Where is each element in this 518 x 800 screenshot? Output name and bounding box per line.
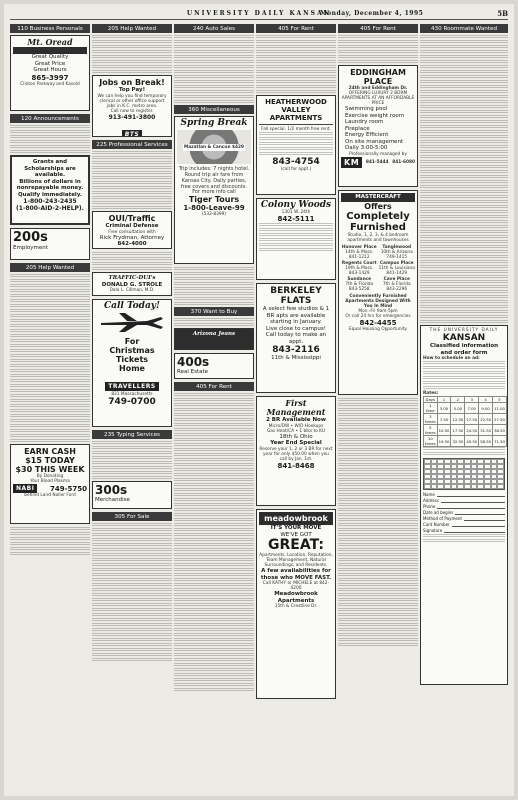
rates-row (424, 403, 507, 414)
location-name: Hanover Place (341, 244, 377, 250)
meadowbrook-ad (256, 509, 336, 699)
employment-banner (10, 228, 90, 260)
colony-woods-ad (256, 198, 336, 280)
rates-table (423, 396, 507, 447)
location-address: 14th & Mass. (345, 249, 374, 255)
section-header: 235 Typing Services (92, 430, 172, 439)
issue-date: Monday, December 4, 1995 (320, 10, 424, 17)
ad-title: EDDINGHAM PLACE (350, 68, 406, 86)
banner-label: Employment (13, 245, 48, 251)
section-header: 205 Help Wanted (92, 24, 172, 33)
location-address: 10th & Arizona (380, 249, 413, 255)
ad-phone: (1-800-AID-2-HELP). (16, 205, 84, 212)
location-item (379, 261, 416, 276)
ad-line: Year End Special (270, 440, 322, 446)
ad-title: First Management (266, 398, 326, 417)
start-date-field[interactable] (455, 510, 505, 515)
rates-cell: 45.50 (465, 436, 479, 447)
rates-cell: 5 times (425, 425, 436, 435)
ad-phone: 842-4000 (117, 241, 147, 247)
ad-phone: 841-5444 (365, 159, 389, 165)
rates-cell: 24.50 (465, 425, 479, 436)
traffic-dui-ad (92, 272, 172, 296)
rates-header: Days (424, 397, 438, 403)
amenity-item: Daily 3:00-5:00 (345, 145, 388, 151)
ad-location: behind Laird Noller Ford (24, 493, 76, 498)
amenity-item: Energy Efficient (345, 132, 389, 138)
rates-cell: 31.50 (479, 425, 493, 436)
ad-line: Jobs on Break! (99, 78, 165, 87)
ad-phone-alt: (532-8399) (201, 212, 227, 217)
amenity-item: Swimming pool (345, 106, 388, 112)
ad-line: Or call 24 hrs for emergencies (345, 313, 411, 319)
merchandise-banner (92, 481, 172, 509)
ad-title: Mt. Oread (27, 37, 73, 47)
heatherwood-ad (256, 95, 336, 195)
form-label: Card Number (423, 522, 450, 527)
ad-line: Great Hours (33, 67, 67, 73)
ad-line: Equal Housing Opportunity (349, 326, 407, 332)
section-header: 360 Miscellaneous (174, 105, 254, 114)
banner-number: 200s (13, 230, 48, 245)
rates-cell: 22.50 (479, 414, 493, 425)
ad-line: Billions of dollars in nonrepayable money. (16, 178, 84, 191)
location-phone: 843-1429 (348, 270, 370, 276)
banner-number: 300s (95, 483, 128, 497)
ad-line: $30 THIS WEEK (15, 465, 85, 474)
ad-address: 1301 W. 24th (281, 210, 311, 215)
rates-cell: 71.50 (493, 436, 507, 447)
section-header: 305 For Sale (92, 512, 172, 521)
ad-address: 831 Massachusetts (111, 392, 153, 397)
ad-line: Criminal Defense (105, 223, 159, 229)
form-paper: THE UNIVERSITY DAILY (429, 328, 499, 333)
rates-cell: 12.50 (451, 414, 465, 425)
ad-line: Conveniently Furnished Apartments Designed With You In Mind (345, 293, 411, 309)
earn-cash-ad (10, 444, 90, 524)
ad-line: Rick Frydman, Attorney (99, 234, 165, 241)
ad-line: OFFERING LUXURY 2 BDRM APARTMENTS AT AN AFFORDABLE PRICE (341, 91, 415, 106)
ad-line: Great Price (34, 60, 66, 67)
location-phone: 749-1415 (386, 254, 408, 260)
ad-phone: 749-5750 (50, 484, 87, 493)
ad-line: Your Blood Plasma (30, 479, 70, 484)
jobs-ad (92, 75, 172, 137)
section-header: 225 Professional Services (92, 140, 172, 149)
ad-phone: 843-4754 (272, 157, 320, 167)
ad-line: Completely (346, 210, 410, 222)
rates-cell: 58.50 (479, 436, 493, 447)
ad-copy-grid[interactable] (423, 458, 505, 490)
section-header: 120 Announcements (10, 114, 90, 123)
travellers-logo: TRAVELLERS (105, 382, 158, 391)
ad-line: Top Pay! (118, 87, 146, 93)
ad-phone: 841-8468 (277, 461, 315, 470)
form-label: Phone (423, 504, 436, 509)
ad-line: Live close to campus! (266, 325, 326, 332)
section-header: 370 Want to Buy (174, 307, 254, 316)
ad-line: Gas Heat/CA • 1 blks to KU (266, 428, 326, 434)
column-4 (256, 24, 336, 792)
ad-line: Tickets (115, 355, 149, 364)
ad-line: Christmas (109, 346, 155, 355)
address-field[interactable] (441, 498, 505, 503)
location-item (379, 245, 416, 260)
grants-ad (10, 155, 90, 225)
ad-brand: Tiger Tours (188, 195, 240, 204)
ad-line: Professionally managed by (349, 151, 407, 157)
page-number: 5B (497, 9, 508, 18)
eddingham-ad (338, 65, 418, 187)
ad-line: Reserve your 1, 2 or 3 BR for next year for only $50.00 when you call by Jan. 1st. (259, 446, 333, 462)
newspaper-page (4, 4, 514, 796)
ad-phone: 913-491-3800 (108, 113, 156, 121)
ad-title: HEATHERWOOD VALLEY APARTMENTS (265, 98, 327, 122)
ad-line: Trip includes: 7 nights hotel. Round trip air fare from Kansas City. Daily parties, free covers and discounts. (178, 166, 250, 190)
ad-address: 11th & Mississippi (271, 355, 321, 361)
ad-location: Clinton Parkway and Kasold (20, 81, 80, 87)
masthead (10, 8, 508, 20)
ad-subtitle: Dry Cleaning & Laundry (13, 47, 87, 54)
rates-cell: 27.50 (493, 414, 507, 425)
location-name: Sundance (347, 276, 372, 282)
ad-phone: 843-2116 (272, 345, 320, 355)
km-logo: KM (341, 157, 362, 168)
rates-row (424, 436, 507, 447)
ad-phone: 1-800-Leave-99 (183, 204, 245, 212)
rates-cell: 9.00 (479, 403, 493, 414)
paper-title: UNIVERSITY DAILY KANSAN (186, 10, 332, 17)
ad-line: We can help you find temporary clerical or other office support jobs in K.C. metro area. (97, 93, 167, 109)
name-field[interactable] (437, 492, 505, 497)
location-address: 7th & Florida (382, 281, 411, 287)
section-header: 240 Auto Sales (174, 24, 254, 33)
form-section-label: How to schedule an ad: (423, 356, 480, 361)
ad-line: For (124, 337, 140, 346)
ad-line: Call KATHY or MICHELE at 842-4200 (262, 581, 330, 591)
first-management-ad (256, 396, 336, 506)
ad-line: Mon.-Fri 9am-5pm (358, 308, 398, 314)
ad-address: 24th and Eddingham Dr. (348, 86, 408, 91)
rates-cell: 38.50 (493, 425, 507, 436)
ad-phone: 865-3997 (31, 73, 69, 82)
form-heading: and order form (440, 349, 488, 356)
section-header: 205 Help Wanted (10, 263, 90, 272)
banner-number: 400s (177, 355, 210, 369)
ad-line: OUI/Traffic (108, 214, 156, 223)
berkeley-flats-ad (256, 283, 336, 393)
section-header: 405 For Rent (174, 382, 254, 391)
ad-title: Arizona Jeans (192, 331, 236, 337)
form-label: Method of Payment (423, 516, 462, 521)
column-3 (174, 24, 254, 792)
column-2 (92, 24, 172, 792)
ad-line: Meadowbrook Apartments (274, 591, 318, 604)
rates-cell: 10.50 (437, 425, 451, 436)
form-title: KANSAN (442, 333, 486, 343)
bts-logo: BTS (122, 130, 143, 138)
form-label: Address (423, 498, 439, 503)
location-grid (341, 245, 415, 292)
ad-phone: 842-5111 (277, 215, 315, 223)
ad-title: Spring Break (180, 118, 248, 128)
ad-line: Dale L. Cillman, M.D. (109, 288, 155, 293)
spring-break-graphic (177, 130, 251, 164)
rates-cell: 3 times (425, 414, 436, 424)
ad-line: GREAT: (268, 537, 324, 553)
rates-header: 2 (451, 397, 465, 403)
ad-line: Free consultation with (108, 229, 156, 235)
ad-line: $15 TODAY (25, 456, 75, 465)
phone-field[interactable] (437, 504, 505, 509)
ad-phone: 842-4455 (359, 318, 397, 327)
ad-line: Studio, 1, 2, 3, & 4 bedroom apartments and townhouses (347, 232, 409, 243)
spring-break-ad (174, 116, 254, 264)
ad-title: meadowbrook (259, 512, 333, 525)
ad-line: Offers (364, 201, 392, 211)
ad-subtitle: Mazatlan & Cancun $429 (183, 144, 245, 150)
location-phone: 843-5258 (348, 286, 370, 292)
location-name: Cave Place (383, 276, 410, 282)
ad-line: For more info call (192, 189, 236, 195)
mastercraft-ad (338, 190, 418, 395)
ad-line: Great Quality (31, 54, 69, 60)
ad-line: Call Today! (104, 301, 160, 311)
rates-row (424, 425, 507, 436)
ad-line: Furnished (350, 221, 406, 233)
rates-cell: 7.00 (465, 403, 479, 414)
rates-cell: 17.50 (465, 414, 479, 425)
location-name: Campus Place (379, 260, 414, 266)
banner-label: Real Estate (177, 369, 209, 375)
mastercraft-logo: MASTERCRAFT (341, 193, 415, 202)
section-header: 405 For Rent (338, 24, 418, 33)
ad-phone: 841-6080 (392, 159, 415, 165)
ad-line: IT'S YOUR MOVE (270, 525, 322, 531)
ad-line: DONALD G. STROLE (101, 281, 163, 288)
column-1 (10, 24, 90, 792)
real-estate-banner (174, 353, 254, 379)
rates-cell: 1 time (424, 403, 438, 414)
rates-cell: 5.00 (451, 403, 465, 414)
ad-line: By Donating (36, 474, 64, 479)
rates-cell: 17.50 (451, 425, 465, 436)
rates-cell: 3.00 (437, 403, 451, 414)
form-label: Signature (423, 528, 443, 533)
column-5 (338, 24, 418, 792)
form-label: Name (423, 492, 435, 497)
ad-line: WE'VE GOT (280, 531, 312, 538)
travellers-ad (92, 299, 172, 427)
ad-line: A select few studios & 1 BR apts are available starting in January. (262, 306, 330, 325)
form-heading: Classified information (429, 343, 499, 349)
location-item (341, 277, 378, 292)
ad-title: BERKELEY FLATS (270, 286, 322, 306)
ad-line: Qualify immediately. (18, 191, 82, 198)
rates-cell: 10 times (425, 436, 436, 446)
ad-line: TRAFFIC-DUI's (108, 275, 156, 281)
rates-cell: 7.50 (437, 414, 451, 425)
ad-line: Call now to register. (110, 108, 154, 114)
mtoread-ad (10, 35, 90, 111)
amenity-item: Fireplace (345, 125, 370, 132)
section-header: 405 For Rent (256, 24, 336, 33)
ad-line: EARN CASH (24, 447, 76, 456)
location-phone: 841-1212 (348, 254, 370, 260)
ad-line: Grants and Scholarships are available. (24, 159, 76, 178)
form-section-label: Rates: (423, 391, 439, 396)
location-item (341, 245, 378, 260)
ad-line: 2 BR Available Now (266, 417, 326, 423)
location-name: Tanglewood (382, 244, 412, 250)
rates-row (424, 414, 507, 425)
rates-header: 4 (479, 397, 493, 403)
rates-header: 1 (437, 397, 451, 403)
rates-cell: 32.50 (451, 436, 465, 447)
rates-header: 5 (493, 397, 507, 403)
arizona-jeans-ad (174, 328, 254, 350)
airplane-icon (97, 311, 167, 333)
oui-traffic-ad (92, 211, 172, 249)
amenity-item: On site management (345, 138, 404, 145)
location-name: Regents Court (341, 260, 377, 266)
classified-order-form[interactable] (420, 325, 508, 685)
ad-line: Call today to make an appt. (265, 332, 327, 345)
ad-line: 18th & Ohio (279, 433, 313, 440)
ad-address: 15th & Crestline Dr. (274, 604, 318, 609)
section-header: 430 Roommate Wanted (420, 24, 508, 33)
ad-line: Fall special. 1/2 month free rent. (261, 127, 331, 132)
column-6 (420, 24, 508, 792)
section-header: 110 Business Personals (10, 24, 90, 33)
card-number-field[interactable] (452, 522, 505, 527)
amenity-list (341, 106, 415, 152)
ad-note: (call for appt.) (280, 167, 312, 172)
ad-line: Home (119, 364, 145, 373)
payment-field[interactable] (464, 516, 505, 521)
banner-label: Merchandise (95, 497, 130, 503)
ad-line: A few availabilities for those who MOVE FAST. (260, 568, 332, 581)
ad-phone: 749-0700 (108, 397, 156, 407)
location-item (341, 261, 378, 276)
amenity-item: Laundry room (345, 119, 384, 125)
location-phone: 843-2296 (386, 286, 408, 292)
location-phone: 841-1429 (386, 270, 408, 276)
location-address: 11th & Louisiana (378, 265, 415, 271)
ad-line: Micro/DW • W/D Hookups (268, 423, 324, 429)
signature-field[interactable] (444, 528, 505, 533)
location-address: 19th & Mass. (345, 265, 374, 271)
location-address: 7th & Florida (345, 281, 374, 287)
rates-cell: 19.50 (437, 436, 451, 447)
form-label: Date ad begins (423, 510, 454, 515)
rates-cell: 11.00 (493, 403, 507, 414)
rates-header: 3 (465, 397, 479, 403)
location-item (379, 277, 416, 292)
ad-line: Apartments, Location, Reputation, Team Management, Natural Surroundings, and Residents. (259, 553, 333, 568)
ad-phone: 1-800-243-2435 (23, 198, 77, 205)
nabi-logo: NABI (13, 484, 37, 493)
ad-title: Colony Woods (260, 200, 332, 210)
amenity-item: Exercise weight room (345, 112, 405, 119)
